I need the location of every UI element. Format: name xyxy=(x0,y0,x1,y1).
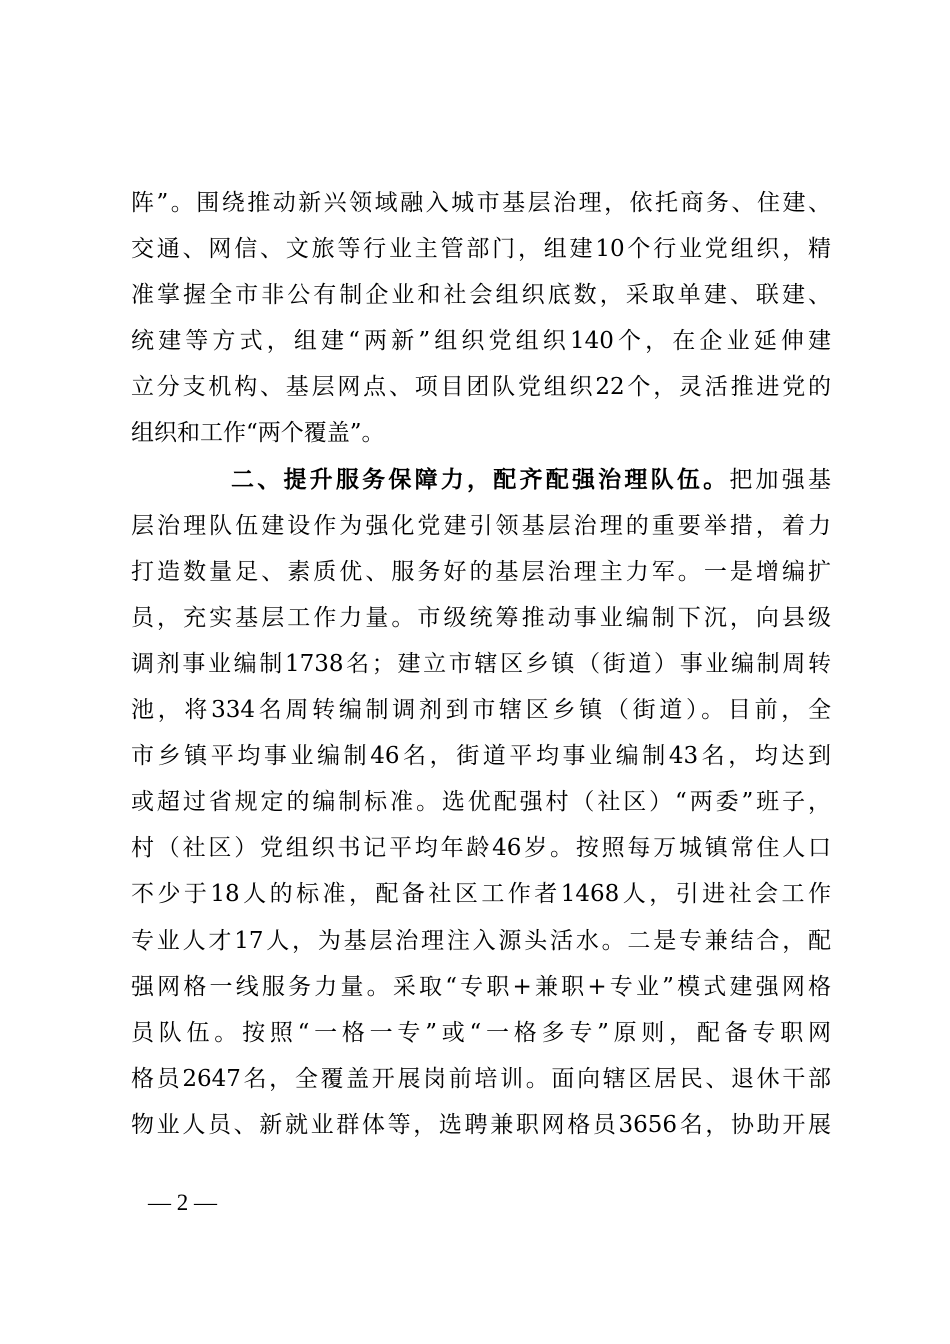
paragraph-2 xyxy=(131,457,831,1148)
document-body xyxy=(131,180,831,1148)
text-line: 阵”。围绕推动新兴领域融入城市基层治理，依托商务、住建、 xyxy=(131,190,831,216)
text-run: 把加强基 xyxy=(729,466,831,493)
text-line: 立分支机构、基层网点、项目团队党组织22个，灵活推进党的 xyxy=(131,374,831,401)
text-line: 层治理队伍建设作为强化党建引领基层治理的重要举措，着力 xyxy=(131,512,831,539)
text-line: 交通、网信、文旅等行业主管部门，组建10个行业党组织，精 xyxy=(131,236,831,263)
page-number: — 2 — xyxy=(148,1190,217,1215)
text-line: 打造数量足、素质优、服务好的基层治理主力军。一是增编扩 xyxy=(131,558,831,585)
text-line: 池，将334名周转编制调剂到市辖区乡镇（街道）。目前，全 xyxy=(131,697,831,724)
text-line: 准掌握全市非公有制企业和社会组织底数，采取单建、联建、 xyxy=(131,282,831,309)
text-line: 员，充实基层工作力量。市级统筹推动事业编制下沉，向县级 xyxy=(131,604,831,631)
text-line: 员队伍。按照“一格一专”或“一格多专”原则，配备专职网 xyxy=(131,1019,831,1046)
text-line: 强网格一线服务力量。采取“专职+兼职+专业”模式建强网格 xyxy=(131,973,831,1000)
text-line: 组织和工作“两个覆盖”。 xyxy=(131,420,385,447)
text-line: 村（社区）党组织书记平均年龄46岁。按照每万城镇常住人口 xyxy=(131,835,831,862)
text-line: 或超过省规定的编制标准。选优配强村（社区）“两委”班子， xyxy=(131,789,831,816)
text-line: 市乡镇平均事业编制46名，街道平均事业编制43名，均达到 xyxy=(131,743,831,770)
paragraph-1 xyxy=(131,180,831,457)
text-line: 格员2647名，全覆盖开展岗前培训。面向辖区居民、退休干部 xyxy=(131,1065,831,1092)
text-line: 物业人员、新就业群体等，选聘兼职网格员3656名，协助开展 xyxy=(131,1111,831,1138)
text-line: 专业人才17人，为基层治理注入源头活水。二是专兼结合，配 xyxy=(131,927,831,954)
section-heading: 二、提升服务保障力，配齐配强治理队伍。 xyxy=(231,465,730,493)
text-line-first xyxy=(131,457,831,503)
text-line: 不少于18人的标准，配备社区工作者1468人，引进社会工作 xyxy=(131,881,831,908)
text-line: 调剂事业编制1738名；建立市辖区乡镇（街道）事业编制周转 xyxy=(131,650,831,677)
text-line: 统建等方式，组建“两新”组织党组织140个，在企业延伸建 xyxy=(131,328,831,355)
